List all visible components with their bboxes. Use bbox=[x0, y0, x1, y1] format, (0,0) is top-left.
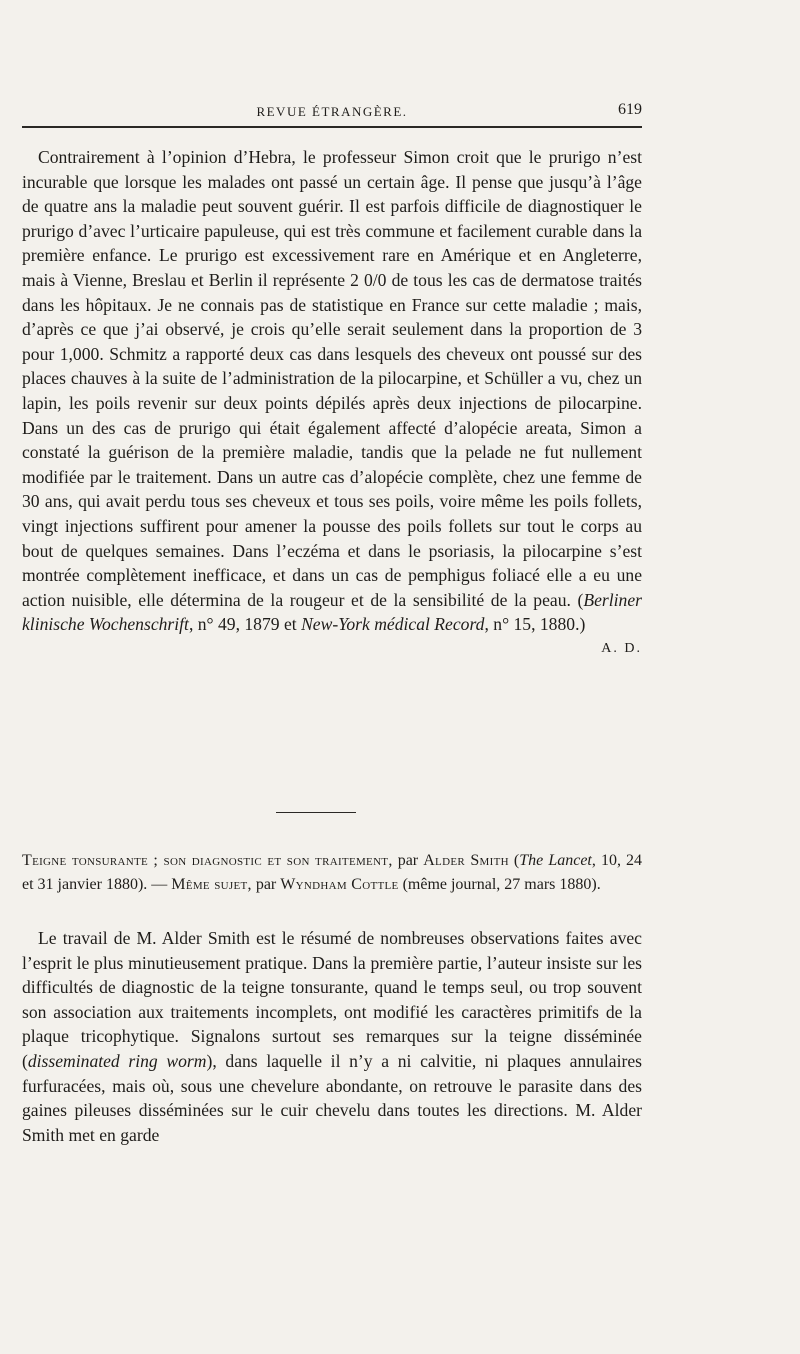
heading-text: , 10, 24 et 31 janvier 1880). — bbox=[22, 852, 643, 893]
paragraph-text: Le travail de M. Alder Smith est le résumé de nombreuses observations faites avec l’esprit le plus minutieusement pratique. Dans la première partie, l’auteur insiste sur les difficultés de diagnostic de la teigne tonsurante, quand le temps seul, ou trop souvent son association aux traitements incomplets, ont modifié les caractères primitifs de la plaque tricophytique. Signalons surtout ses remarques sur la teigne disséminée ( bbox=[22, 928, 642, 1071]
paragraph-teigne bbox=[22, 926, 642, 1147]
page-header bbox=[22, 101, 642, 128]
heading-text: (même journal, 27 mars 1880). bbox=[398, 876, 601, 893]
heading-text: par bbox=[392, 852, 424, 869]
author-initials: A. D. bbox=[601, 640, 642, 656]
paragraph-prurigo bbox=[22, 145, 642, 661]
author-name: Alder Smith bbox=[423, 852, 509, 869]
paragraph-text: ), dans laquelle il n’y a ni calvitie, ni plaques annulaires furfuracées, mais où, sous une chevelure abondante, on retrouve le parasite dans des gaines pileuses disséminées sur le cuir chevelu dans toutes les directions. M. Alder Smith met en garde bbox=[22, 1050, 642, 1145]
paragraph-text: , n° 15, 1880.) bbox=[484, 614, 586, 635]
same-subject-label: Même sujet, bbox=[171, 876, 252, 893]
paragraph-text: , n° 49, 1879 et bbox=[188, 614, 302, 635]
source-title: New-York médical Record bbox=[301, 614, 485, 635]
heading-text: ( bbox=[508, 852, 520, 869]
heading-text: par bbox=[251, 876, 281, 893]
section-divider bbox=[276, 812, 356, 813]
review-heading bbox=[22, 849, 642, 897]
english-term: disseminated ring worm bbox=[27, 1050, 207, 1071]
running-head: REVUE ÉTRANGÈRE. bbox=[256, 104, 408, 119]
paragraph-text: Contrairement à l’opinion d’Hebra, le professeur Simon croit que le prurigo n’est incurable que lorsque les malades ont passé un certain âge. Il pense que jusqu’à l’âge de quatre ans la maladie peut souvent guérir. Il est parfois difficile de diagnostiquer le prurigo d’avec l’urticaire papuleuse, qui est très commune et facilement curable dans la première enfance. Le prurigo est excessivement rare en Amérique et en Angleterre, mais à Vienne, Breslau et Berlin il représente 2 0/0 de tous les cas de dermatose traités dans les hôpitaux. Je ne connais pas de statistique en France sur cette maladie ; mais, d’après ce que j’ai observé, je crois qu’elle serait seulement dans la proportion de 3 pour 1,000. Schmitz a rapporté deux cas dans lesquels des cheveux ont poussé sur des places chauves à la suite de l’administration de la pilocarpine, et Schüller a vu, chez un lapin, les poils revenir sur deux points dépilés après deux injections de pilocarpine. Dans un des cas de prurigo qui était également affecté d’alopécie areata, Simon a constaté la guérison de la première maladie, tandis que la pelade ne fut nullement modifiée par le traitement. Dans un autre cas d’alopécie complète, chez une femme de 30 ans, qui avait perdu tous ses cheveux et tous ses poils, voire même les poils follets, vingt injections suffirent pour amener la pousse des poils follets sur tout le corps au bout de quelques semaines. Dans l’eczéma et dans le psoriasis, la pilocarpine s’est montrée complètement inefficace, et dans un cas de pemphigus foliacé elle a eu une action nuisible, elle détermina de la rougeur et de la sensibilité de la peau. ( bbox=[22, 147, 642, 610]
review-title: Teigne tonsurante ; son diagnostic et son traitement, bbox=[22, 852, 393, 869]
page-number: 619 bbox=[618, 101, 642, 118]
source-title: Berliner klinische Wochenschrift bbox=[22, 589, 642, 635]
author-name: Wyndham Cottle bbox=[280, 876, 399, 893]
journal-title: The Lancet bbox=[519, 852, 592, 869]
header-rule bbox=[22, 126, 642, 128]
